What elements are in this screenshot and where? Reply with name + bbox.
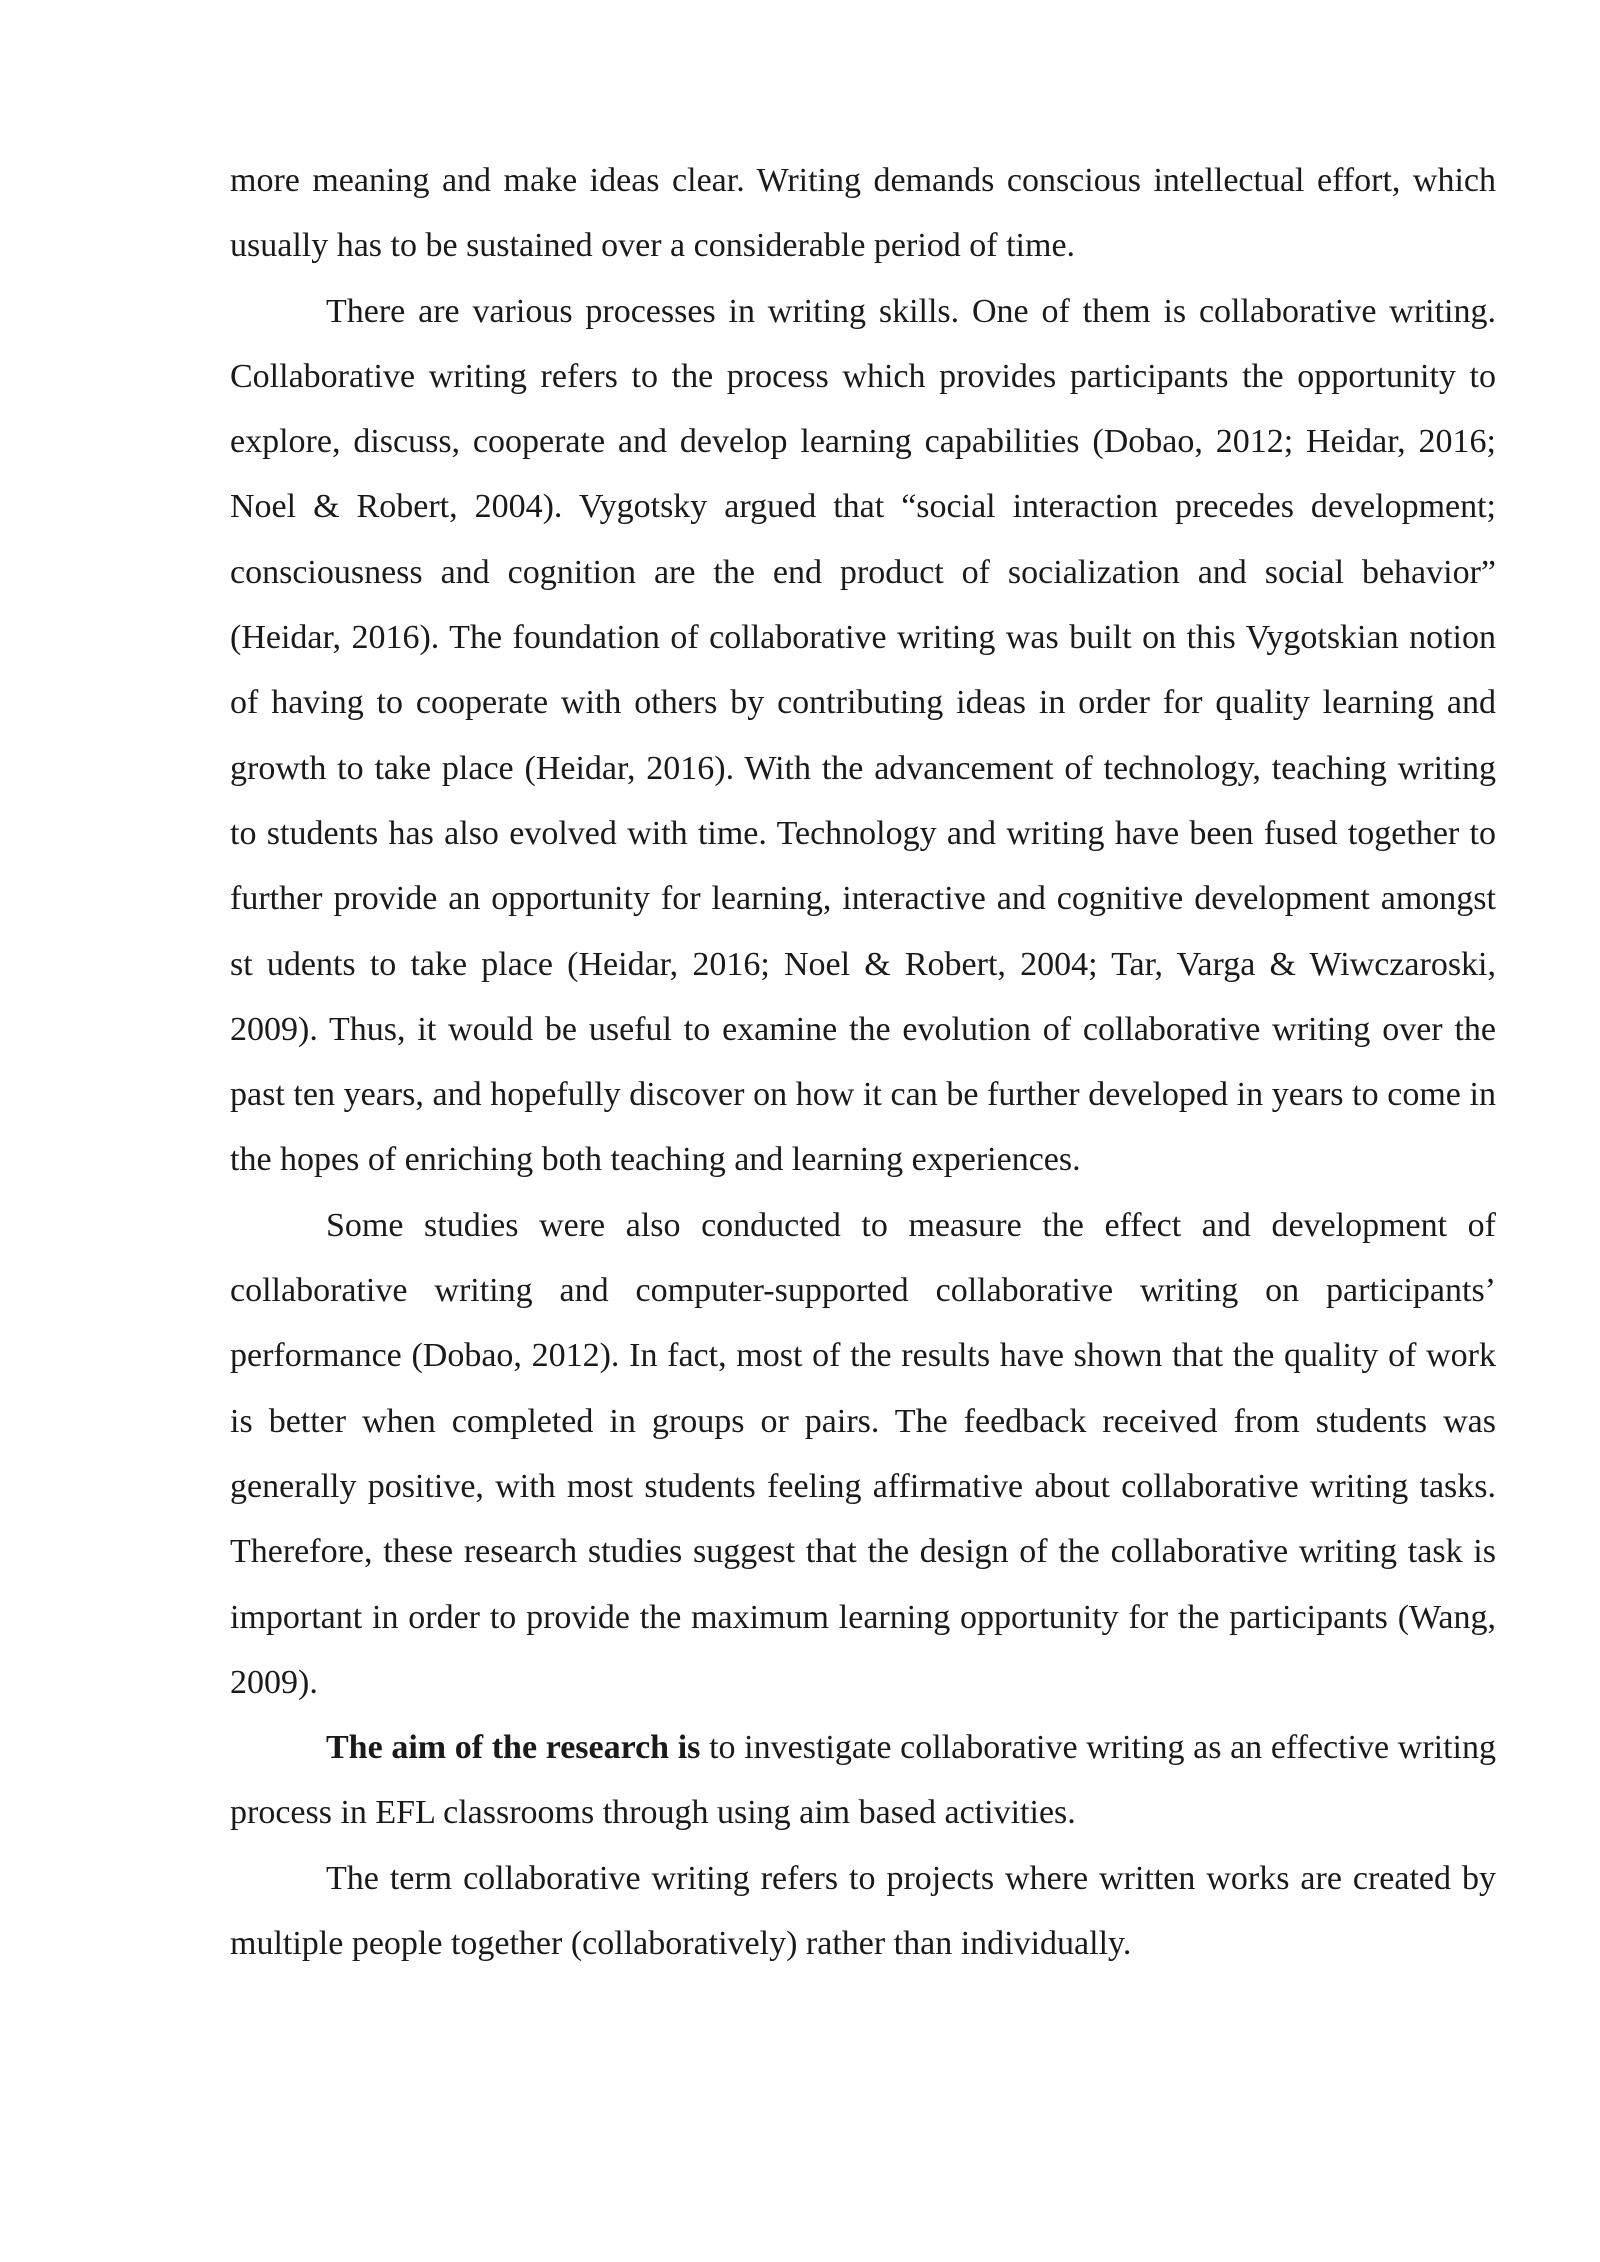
paragraph-1-text: more meaning and make ideas clear. Writing demands conscious intellectual effort, which usually has to be sustained over a considerable period of time. [230,162,1496,265]
paragraph-4-text: to investigate collaborative writing as an effective writing process in EFL classrooms through using aim based activities. [230,1729,1496,1832]
paragraph-5 [230,1846,1496,1977]
paragraph-4 [230,1715,1496,1846]
paragraph-5-text: The term collaborative writing refers to projects where written works are created by multiple people together (collaboratively) rather than individually. [230,1859,1496,1963]
paragraph-1 [230,148,1496,279]
body-text [230,148,1496,1976]
research-aim-label: The aim of the research is [326,1729,701,1767]
paragraph-2 [230,279,1496,1193]
paragraph-3-text: Some studies were also conducted to measure the effect and development of collaborative writing and computer-supported collaborative writing on participants’ performance (Dobao, 2012). In fact, most of the results have shown that the quality of work is better when completed in groups or pairs. The feedback received from students was generally positive, with most students feeling affirmative about collaborative writing tasks. Therefore, these research studies suggest that the design of the collaborative writing task is important in order to provide the maximum learning opportunity for the participants (Wang, 2009). [230,1206,1496,1701]
paragraph-3 [230,1193,1496,1715]
paragraph-2-text: There are various processes in writing skills. One of them is collaborative writing. Collaborative writing refers to the process which provides participants the opportunity to explore, discuss, cooperate and develop learning capabilities (Dobao, 2012; Heidar, 2016; Noel & Robert, 2004). Vygotsky argued that “social interaction precedes development; consciousness and cognition are the end product of socialization and social behavior” (Heidar, 2016). The foundation of collaborative writing was built on this Vygotskian notion of having to cooperate with others by contributing ideas in order for quality learning and growth to take place (Heidar, 2016). With the advancement of technology, teaching writing to students has also evolved with time. Technology and writing have been fused together to further provide an opportunity for learning, interactive and cognitive development amongst st udents to take place (Heidar, 2016; Noel & Robert, 2004; Tar, Varga & Wiwczaroski, 2009). Thus, it would be useful to examine the evolution of collaborative writing over the past ten years, and hopefully discover on how it can be further developed in years to come in the hopes of enriching both teaching and learning experiences. [230,292,1496,1179]
